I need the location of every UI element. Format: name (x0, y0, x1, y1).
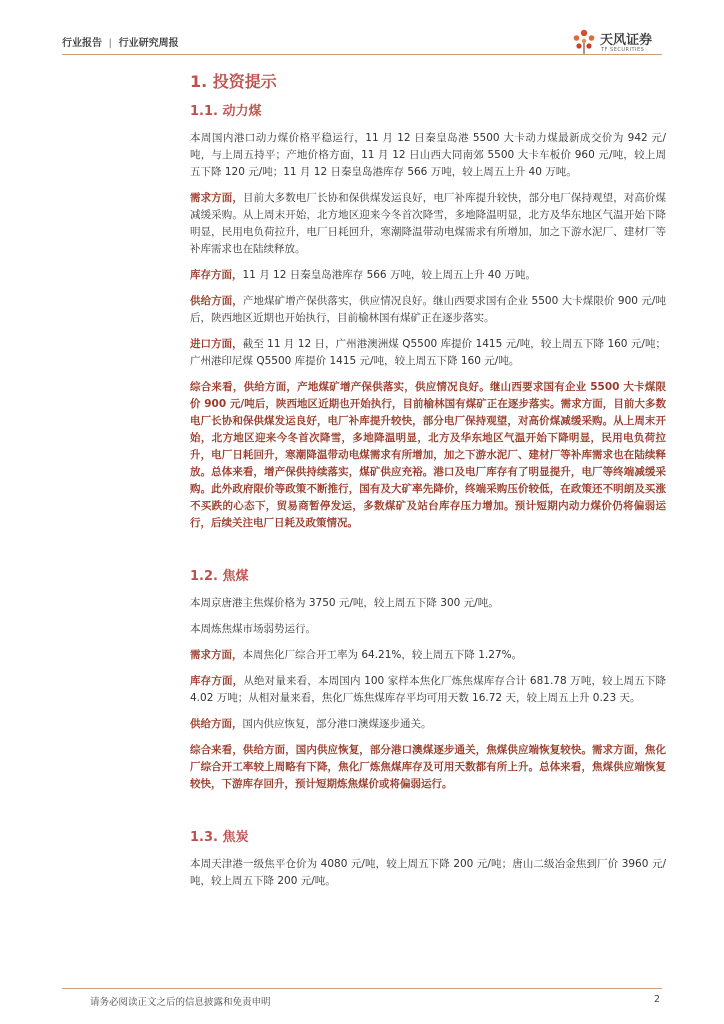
section-spacer (190, 802, 666, 828)
paragraph-lead: 进口方面， (190, 338, 243, 350)
paragraph (190, 293, 666, 327)
subsection-title-thermal-coal: 1.1. 动力煤 (190, 104, 262, 119)
paragraph-lead: 库存方面， (190, 269, 243, 281)
paragraph (190, 190, 666, 258)
paragraph-text: 从绝对量来看，本周国内 100 家样本焦化厂炼焦煤库存合计 681.78 万吨，较上周五下降 4.02 万吨；从相对量来看，焦化厂炼焦煤库存平均可用天数 16.72 天，较上周五上升 0.23 天。 (190, 675, 666, 704)
summary-paragraph: 综合来看，供给方面，国内供应恢复，部分港口澳煤逐步通关，焦煤供应端恢复较快。需求方面，焦化厂综合开工率较上周略有下降，焦化厂炼焦煤库存及可用天数都有所上升。总体来看，焦煤供应端恢复较快，下游库存回升，预计短期炼焦煤价或将偏弱运行。 (190, 744, 666, 790)
paragraph-lead: 供给方面， (190, 718, 243, 730)
paragraph-text: 产地煤矿增产保供落实，供应情况良好。继山西要求国有企业 5500 大卡煤限价 900 元/吨后，陕西地区近期也开始执行，目前榆林国有煤矿正在逐步落实。 (190, 295, 667, 324)
section-spacer (190, 541, 666, 567)
header-category (62, 34, 179, 49)
header-subcategory-label: 行业研究周报 (118, 38, 179, 49)
paragraph-lead: 供给方面， (190, 295, 243, 307)
summary-paragraph: 综合来看，供给方面，产地煤矿增产保供落实，供应情况良好。继山西要求国有企业 5500 大卡煤限价 900 元/吨后，陕西地区近期也开始执行，目前榆林国有煤矿正在逐步落实。需求方面，目前大多数电厂长协和保供煤发运良好，电厂补库提升较快，部分电厂保持观望，对高价煤减缓采购。从上周末开始，北方地区迎来今冬首次降雪，多地降温明显，北方及华东地区气温开始下降明显，民用电负荷拉升，电厂日耗回升，寒潮降温带动电煤需求有所增加，加之下游水泥厂、建材厂等补库需求也在陆续释放。总体来看，增产保供持续落实，煤矿供应充裕。港口及电厂库存有了明显提升，电厂等终端减缓采购。此外政府限价等政策不断推行，国有及大矿率先降价，终端采购压价较低，在政策还不明朗及买涨不买跌的心态下，贸易商暂停发运，多数煤矿及站台库存压力增加。预计短期内动力煤价仍将偏弱运行，后续关注电厂日耗及政策情况。 (190, 381, 666, 529)
report-body (190, 70, 666, 899)
paragraph-text: 国内供应恢复，部分港口澳煤逐步通关。 (242, 718, 432, 730)
paragraph: 本周天津港一级焦平仓价为 4080 元/吨，较上周五下降 200 元/吨；唐山二级冶金焦到厂价 3960 元/吨，较上周五下降 200 元/吨。 (190, 858, 666, 887)
paragraph: 本周京唐港主焦煤价格为 3750 元/吨，较上周五下降 300 元/吨。 (190, 597, 499, 609)
company-logo (570, 26, 662, 56)
paragraph (190, 336, 666, 370)
paragraph-text: 本周焦化厂综合开工率为 64.21%，较上周五下降 1.27%。 (242, 649, 523, 661)
paragraph: 本周国内港口动力煤价格平稳运行，11 月 12 日秦皇岛港 5500 大卡动力煤最新成交价为 942 元/吨，与上周五持平；产地价格方面，11 月 12 日山西大同南郊 5500 大卡车板价 960 元/吨，较上周五下降 120 元/吨；11 月 12 日秦皇岛港库存 566 万吨，较上周五上升 40 万吨。 (190, 132, 666, 178)
paragraph (190, 267, 666, 284)
page-footer (62, 988, 662, 1008)
paragraph-text: 11 月 12 日秦皇岛港库存 566 万吨，较上周五上升 40 万吨。 (242, 269, 536, 281)
paragraph-text: 目前大多数电厂长协和保供煤发运良好，电厂补库提升较快，部分电厂保持观望，对高价煤减缓采购。从上周末开始，北方地区迎来今冬首次降雪，多地降温明显，北方及华东地区气温开始下降明显，民用电负荷拉升，电厂日耗回升，寒潮降温带动电煤需求有所增加，加之下游水泥厂、建材厂等补库需求也在陆续释放。 (190, 192, 667, 255)
paragraph-lead: 库存方面， (190, 675, 244, 687)
header-category-label: 行业报告 (62, 38, 102, 49)
page-header (62, 26, 662, 56)
page-number: 2 (653, 994, 660, 1005)
paragraph (190, 716, 666, 733)
disclaimer-text: 请务必阅读正文之后的信息披露和免责申明 (90, 997, 271, 1008)
paragraph-lead: 需求方面， (190, 192, 243, 204)
section-title-investment-tips: 1. 投资提示 (190, 72, 277, 91)
header-separator: | (108, 38, 113, 49)
paragraph-text: 截至 11 月 12 日，广州港澳洲煤 Q5500 库提价 1415 元/吨，较上周五下降 160 元/吨；广州港印尼煤 Q5500 库提价 1415 元/吨，较上周五下降 160 元/吨。 (190, 338, 667, 367)
paragraph (190, 647, 666, 664)
logo-chinese-text: 天风证券 (600, 33, 653, 48)
logo-english-text: TF SECURITIES (601, 47, 645, 53)
logo-flower-icon (570, 27, 598, 55)
footer-divider (62, 988, 662, 989)
subsection-title-coke: 1.3. 焦炭 (190, 830, 249, 845)
paragraph-lead: 需求方面， (190, 649, 243, 661)
header-divider (62, 54, 662, 55)
subsection-title-coking-coal: 1.2. 焦煤 (190, 569, 249, 584)
paragraph: 本周炼焦煤市场弱势运行。 (190, 623, 316, 635)
paragraph (190, 673, 666, 707)
